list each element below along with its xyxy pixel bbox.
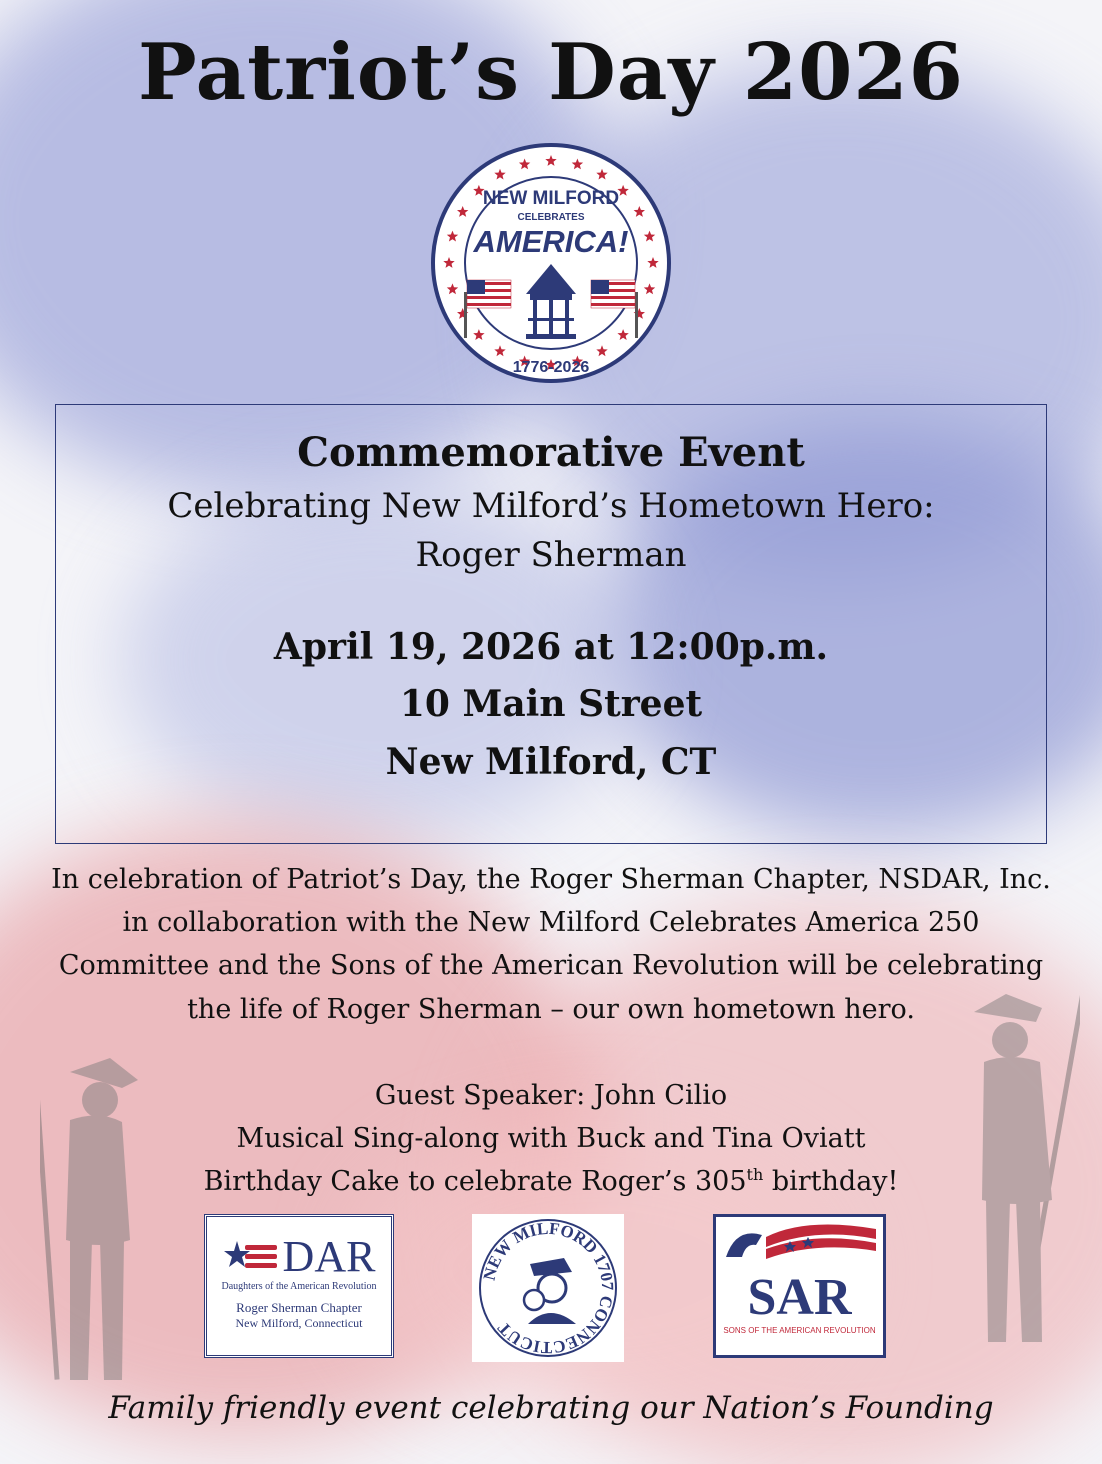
footer-tagline: Family friendly event celebrating our Nation’s Founding [108, 1390, 994, 1426]
dar-abbrev: DAR [282, 1232, 376, 1281]
event-description [30, 858, 1072, 1031]
guest-speaker: Guest Speaker: John Cilio [374, 1080, 728, 1111]
event-address-line2: New Milford, CT [385, 740, 717, 783]
seal-years: 1776-2026 [512, 359, 590, 376]
new-milford-celebrates-america-seal [430, 142, 672, 384]
event-details-box [55, 404, 1047, 844]
description-line3: Committee and the Sons of the American Revolution will be celebrating [58, 950, 1044, 982]
seal-main-text: AMERICA! [473, 224, 629, 259]
description-line2: in collaboration with the New Milford Celebrates America 250 [122, 907, 980, 939]
program-list [0, 1074, 1102, 1204]
nm-seal-text: NEW MILFORD 1707 CONNECTICUT [479, 1218, 618, 1358]
dar-star-flag-icon [223, 1237, 279, 1277]
sar-full-name: SONS OF THE AMERICAN REVOLUTION [723, 1325, 876, 1335]
dar-logo [204, 1214, 394, 1358]
dar-full-name: Daughters of the American Revolution [221, 1281, 377, 1292]
sar-abbrev: SAR [747, 1269, 852, 1326]
description-line1: In celebration of Patriot’s Day, the Roger Sherman Chapter, NSDAR, Inc. [51, 864, 1051, 895]
new-milford-1707-seal [472, 1214, 624, 1362]
new-milford-1707-logo [472, 1214, 624, 1362]
event-date-time: April 19, 2026 at 12:00p.m. [273, 625, 829, 668]
event-subtitle-line2: Roger Sherman [415, 535, 687, 576]
birthday-cake-line: Birthday Cake to celebrate Roger’s 305th birthday! [203, 1165, 899, 1198]
musical-singalong: Musical Sing-along with Buck and Tina Oviatt [236, 1123, 866, 1155]
description-line4: the life of Roger Sherman – our own hometown hero. [187, 993, 915, 1025]
sar-eagle-flag-icon [716, 1217, 883, 1277]
seal-middle-text: CELEBRATES [517, 212, 585, 223]
seal-top-text: NEW MILFORD [482, 188, 620, 209]
dar-chapter: Roger Sherman Chapter [236, 1300, 362, 1315]
page-title: Patriot’s Day 2026 [138, 27, 964, 118]
dar-location: New Milford, Connecticut [235, 1316, 363, 1330]
event-address-line1: 10 Main Street [399, 683, 703, 726]
event-heading: Commemorative Event [297, 429, 805, 476]
event-subtitle-line1: Celebrating New Milford’s Hometown Hero: [167, 486, 935, 526]
sar-logo [713, 1214, 886, 1358]
